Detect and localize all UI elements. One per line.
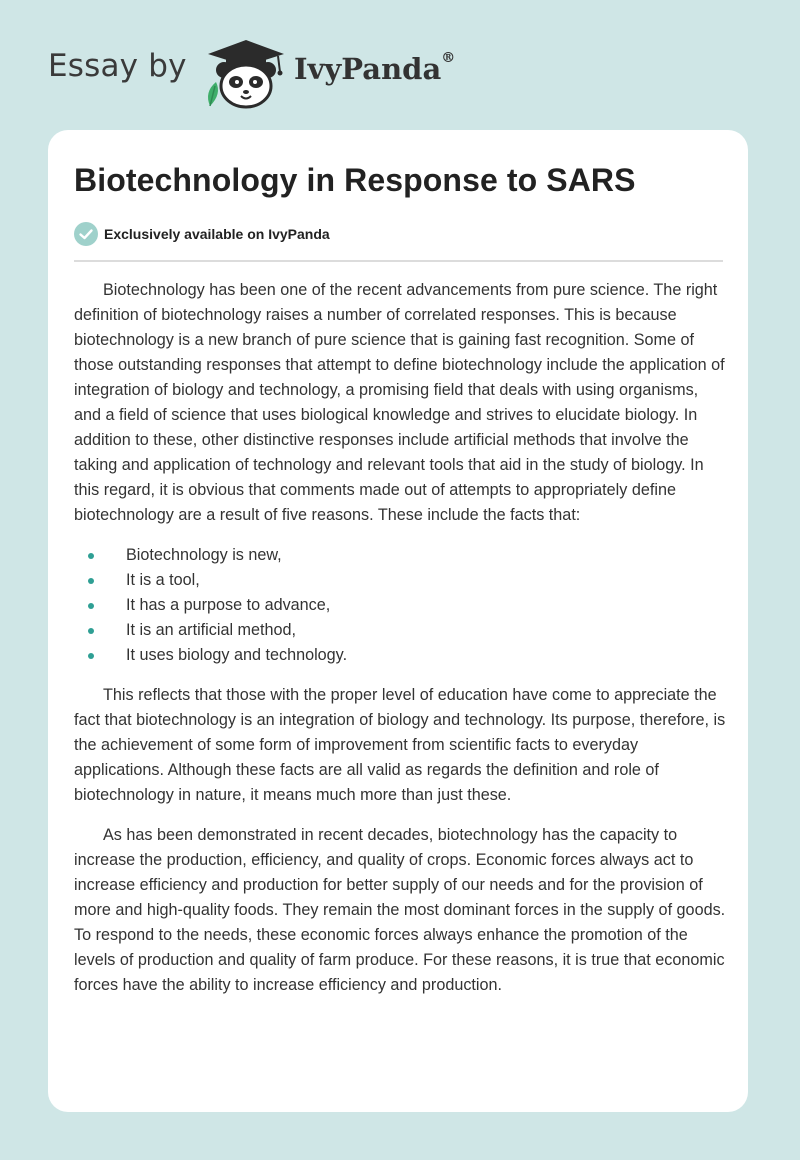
list-item <box>74 543 726 568</box>
list-item-text: It has a purpose to advance, <box>126 596 331 614</box>
panda-graduate-logo-icon[interactable] <box>200 36 292 110</box>
bullet-icon <box>88 653 94 659</box>
divider <box>74 260 723 262</box>
bullet-icon <box>88 628 94 634</box>
list-item <box>74 593 726 618</box>
essay-body <box>74 278 726 1013</box>
brand-name-text: IvyPanda <box>294 52 442 86</box>
exclusive-badge <box>74 221 330 247</box>
list-item-text: It uses biology and technology. <box>126 646 348 664</box>
list-item <box>74 618 726 643</box>
bullet-icon <box>88 603 94 609</box>
check-circle-icon <box>74 222 98 246</box>
essay-by-label: Essay by <box>48 48 187 84</box>
paragraph-2: This reflects that those with the proper level of education have come to appreciate the fact that biotechnology is an integration of biology and technology. Its purpose, therefore, is the achievement of some form of improvement from scientific facts to everyday applications. Although these facts are all valid as regards the definition and role of biotechnology in nature, it means much more than just these. <box>74 686 726 804</box>
bullet-icon <box>88 553 94 559</box>
registered-mark: ® <box>441 50 456 66</box>
reasons-list <box>74 543 726 668</box>
site-header <box>0 0 800 130</box>
bullet-icon <box>88 578 94 584</box>
list-item <box>74 643 726 668</box>
essay-card <box>48 130 748 1112</box>
list-item <box>74 568 726 593</box>
exclusive-label: Exclusively available on IvyPanda <box>104 226 330 242</box>
list-item-text: Biotechnology is new, <box>126 546 282 564</box>
paragraph-3: As has been demonstrated in recent decades, biotechnology has the capacity to increase the production, efficiency, and quality of crops. Economic forces always act to increase efficiency and production for better supply of our needs and for the provision of more and high-quality foods. They remain the most dominant forces in the supply of goods. To respond to the needs, these economic forces always enhance the promotion of the levels of production and quality of farm produce. For these reasons, it is true that economic forces have the ability to increase efficiency and production. <box>74 826 726 994</box>
paragraph-1: Biotechnology has been one of the recent advancements from pure science. The right definition of biotechnology raises a number of correlated responses. This is because biotechnology is a new branch of pure science that is gaining fast recognition. Some of those outstanding responses that attempt to define biotechnology include the application of integration of biology and technology, a promising field that deals with using organisms, and a field of science that uses biological knowledge and strives to elucidate biology. In addition to these, other distinctive responses include artificial methods that involve the taking and application of technology and relevant tools that aid in the study of biology. In this regard, it is obvious that comments made out of attempts to appropriately define biotechnology are a result of five reasons. These include the facts that: <box>74 281 725 524</box>
page-title: Biotechnology in Response to SARS <box>74 162 636 198</box>
list-item-text: It is a tool, <box>126 571 200 589</box>
brand-name[interactable] <box>294 52 455 86</box>
list-item-text: It is an artificial method, <box>126 621 297 639</box>
